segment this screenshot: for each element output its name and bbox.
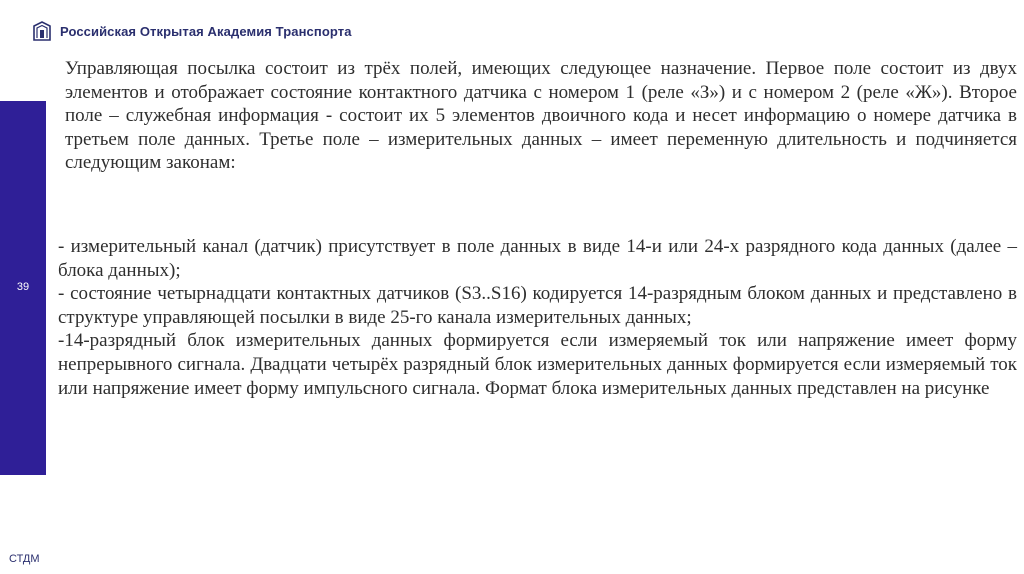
bullet-item: - состояние четырнадцати контактных датчиков (S3..S16) кодируется 14-разрядным блоком данных и представлено в структуре управляющей посылки в виде 25-го канала измерительных данных; — [58, 283, 1017, 328]
page-number: 39 — [16, 281, 30, 293]
bullet-item: - измерительный канал (датчик) присутствует в поле данных в виде 14-и или 24-х разрядного кода данных (далее – блока данных); — [58, 236, 1017, 281]
footer-label: СТДМ — [9, 553, 40, 565]
bullet-item: -14-разрядный блок измерительных данных формируется если измеряемый ток или напряжение имеет форму непрерывного сигнала. Двадцати четырёх разрядный блок измерительных данных формируется если измеряемый ток или напряжение имеет форму импульсного сигнала. Формат блока измерительных данных представлен на рисунке — [58, 330, 1017, 399]
bullet-list — [58, 235, 1017, 400]
rat-logo-icon — [32, 20, 52, 42]
header — [32, 18, 352, 44]
intro-paragraph: Управляющая посылка состоит из трёх полей, имеющих следующее назначение. Первое поле состоит из двух элементов и отображает состояние контактного датчика с номером 1 (реле «З») и с номером 2 (реле «Ж»). Второе поле – служебная информация - состоит их 5 элементов двоичного кода и несет информацию о номере датчика в третьем поле данных. Третье поле – измерительных данных – имеет переменную длительность и подчиняется следующим законам: — [65, 58, 1017, 174]
academy-name: Российская Открытая Академия Транспорта — [60, 23, 352, 39]
